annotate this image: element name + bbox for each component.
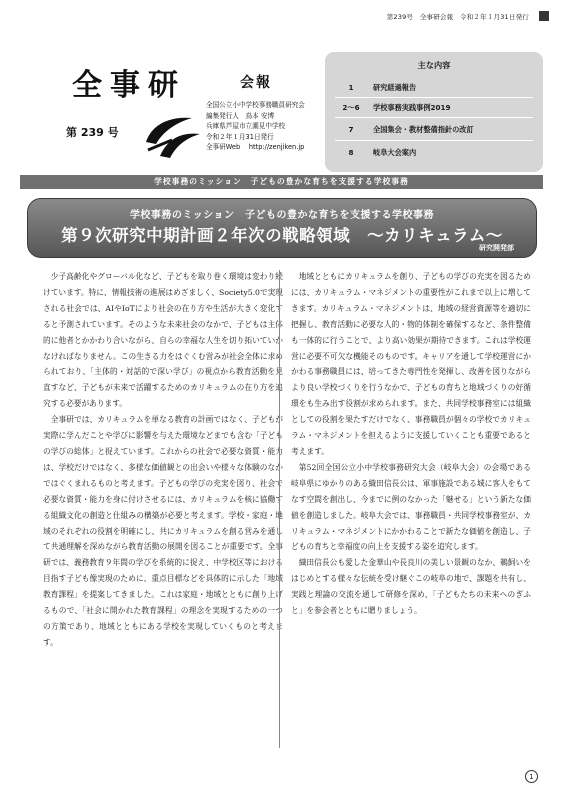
- masthead: [20, 58, 324, 175]
- issue-number: 第 239 号: [66, 126, 119, 139]
- article-paragraph: 少子高齢化やグローバル化など、子どもを取り巻く環境は変わり続けています。特に、情報技術の進展はめざましく、Society5.0で実現される社会では、AIやIoTにより社会の在り方や生活が大きく変化すると予測されています。そのような未来社会のなかで、子どもは主体的に他者とかかわり合いながら、自らの幸福な人生を切り拓いていかなければなりません。この生きる力をはぐくむ営みが社会全体に求められており、「主体的・対話的で深い学び」の視点から教育活動を見直すなど、子どもが未来で活躍するためのカリキュラムの在り方を追究する必要があります。: [43, 272, 283, 409]
- toc-page: 8: [348, 148, 354, 157]
- running-header-text: 第239号 全事研会報 令和２年１月31日発行: [386, 13, 529, 21]
- toc-page: 2～6: [342, 103, 360, 112]
- publisher-line: 全国公立小中学校事務職員研究会: [206, 101, 305, 109]
- toc-item-title: 学校事務実践事例2019: [373, 103, 451, 112]
- article-paragraph: 第52回全国公立小中学校事務研究大会（岐阜大会）の会場である岐阜県にゆかりのある織田信長公は、軍事施設である城に客人をもてなす空間を創出し、今までに例のなかった「魅せる」という新たな価値を創造しました。岐阜大会では、事務職員・共同学校事務室が、カリキュラム・マネジメントにかかわることで新たな価値を創造し、子どもの育ちと幸福度の向上を支援する姿を追究します。: [291, 462, 531, 552]
- publisher-line: 兵庫県芦屋市立潮見中学校: [206, 122, 286, 131]
- column-divider: [279, 270, 280, 748]
- banner-department: 研究開発部: [479, 244, 514, 252]
- publisher-line: 編集発行人 鳥本 安博: [206, 111, 275, 120]
- newsletter-logo: 全事研: [72, 68, 186, 103]
- mission-bar: 学校事務のミッション 子どもの豊かな育ちを支援する学校事務: [20, 175, 543, 189]
- toc-item-title: 研究経過報告: [373, 83, 417, 92]
- article-banner: [27, 198, 537, 258]
- toc-page: 1: [348, 83, 354, 92]
- page-number: 1: [525, 770, 538, 783]
- header-marker: [539, 11, 549, 21]
- publisher-line: 令和２年１月31日発行: [206, 132, 274, 141]
- toc-page: 7: [348, 125, 354, 134]
- table-of-contents: [325, 52, 543, 172]
- running-header: [0, 10, 565, 24]
- article-title: 第９次研究中期計画２年次の戦略領域 ～カリキュラム～: [61, 226, 503, 245]
- banner-subtitle: 学校事務のミッション 子どもの豊かな育ちを支援する学校事務: [129, 210, 435, 221]
- toc-divider: [335, 117, 533, 118]
- article-column-left: [43, 269, 283, 651]
- article-paragraph: 織田信長公も愛した金華山や長良川の美しい景観のなか、鵜飼いをはじめとする様々な伝統を受け継ぐこの岐阜の地で、課題を共有し、実践と理論の交流を通して研修を深め、「子どもたちの未来へのぎふと」を参会者とともに贈りましょう。: [291, 558, 531, 616]
- toc-title: 主な内容: [417, 60, 451, 70]
- toc-item-title: 岐阜大会案内: [373, 148, 417, 157]
- publisher-web-link[interactable]: 全事研Web http://zenjiken.jp: [206, 143, 305, 152]
- article-paragraph: 全事研では、カリキュラムを単なる教育の計画ではなく、子どもが実際に学んだことや学びに影響を与えた環境などまでも含む「子どもの学びの総体」と捉えています。これからの社会で必要な資質・能力は、学校だけではなく、多様な価値観との出会いや様々な体験のなかではぐくまれるものと考えます。子どもの学びの充実を図り、社会で必要な資質・能力を身に付けさせるには、カリキュラムを核に協働する組織文化の創造と仕組みの構築が必要と考えます。学校・家庭・地域のそれぞれの役割を明確にし、共にカリキュラムを創る営みを通して共通理解を深めながら教育活動の展開を図ることが重要です。全事研では、義務教育９年間の学びを系統的に捉え、中学校区等における目指す子ども像実現のために、重点目標などを具体的に示した「地域教育課程」を提案してきました。これは家庭・地域とともに創り上げるもので、「社会に開かれた教育課程」の理念を実現するための一つの方策であり、地域とともにある学校を実現していくものと考えます。: [43, 415, 283, 647]
- toc-item-title: 全国集会・教材整備指針の改訂: [373, 125, 474, 134]
- newsletter-logo-suffix: 会報: [240, 75, 272, 91]
- toc-divider: [335, 97, 533, 98]
- article-column-right: [291, 269, 531, 619]
- toc-divider: [335, 140, 533, 141]
- association-emblem-icon: [142, 112, 202, 160]
- article-paragraph: 地域とともにカリキュラムを創り、子どもの学びの充実を図るためには、カリキュラム・マネジメントの重要性がこれまで以上に増してきます。カリキュラム・マネジメントは、地域の経営資源等を適切に把握し、教育活動に必要な人的・物的体制を確保するなど、条件整備も一体的に行うことで、より高い効果が期待できます。これは学校運営に必要不可欠な機能そのものです。キャリアを通して学校運営にかかわる事務職員には、培ってきた専門性を発揮し、改善を図りながらより良い学校づくりを行うなかで、子どもの育ちと地域づくりの好循環をも生み出す役割が求められます。また、共同学校事務室には組織としての役割を果たすだけでなく、事務職員が個々の学校でカリキュラム・マネジメントを担えるように支援していくことも重要であると考えます。: [291, 272, 531, 456]
- publisher-info: [206, 100, 305, 153]
